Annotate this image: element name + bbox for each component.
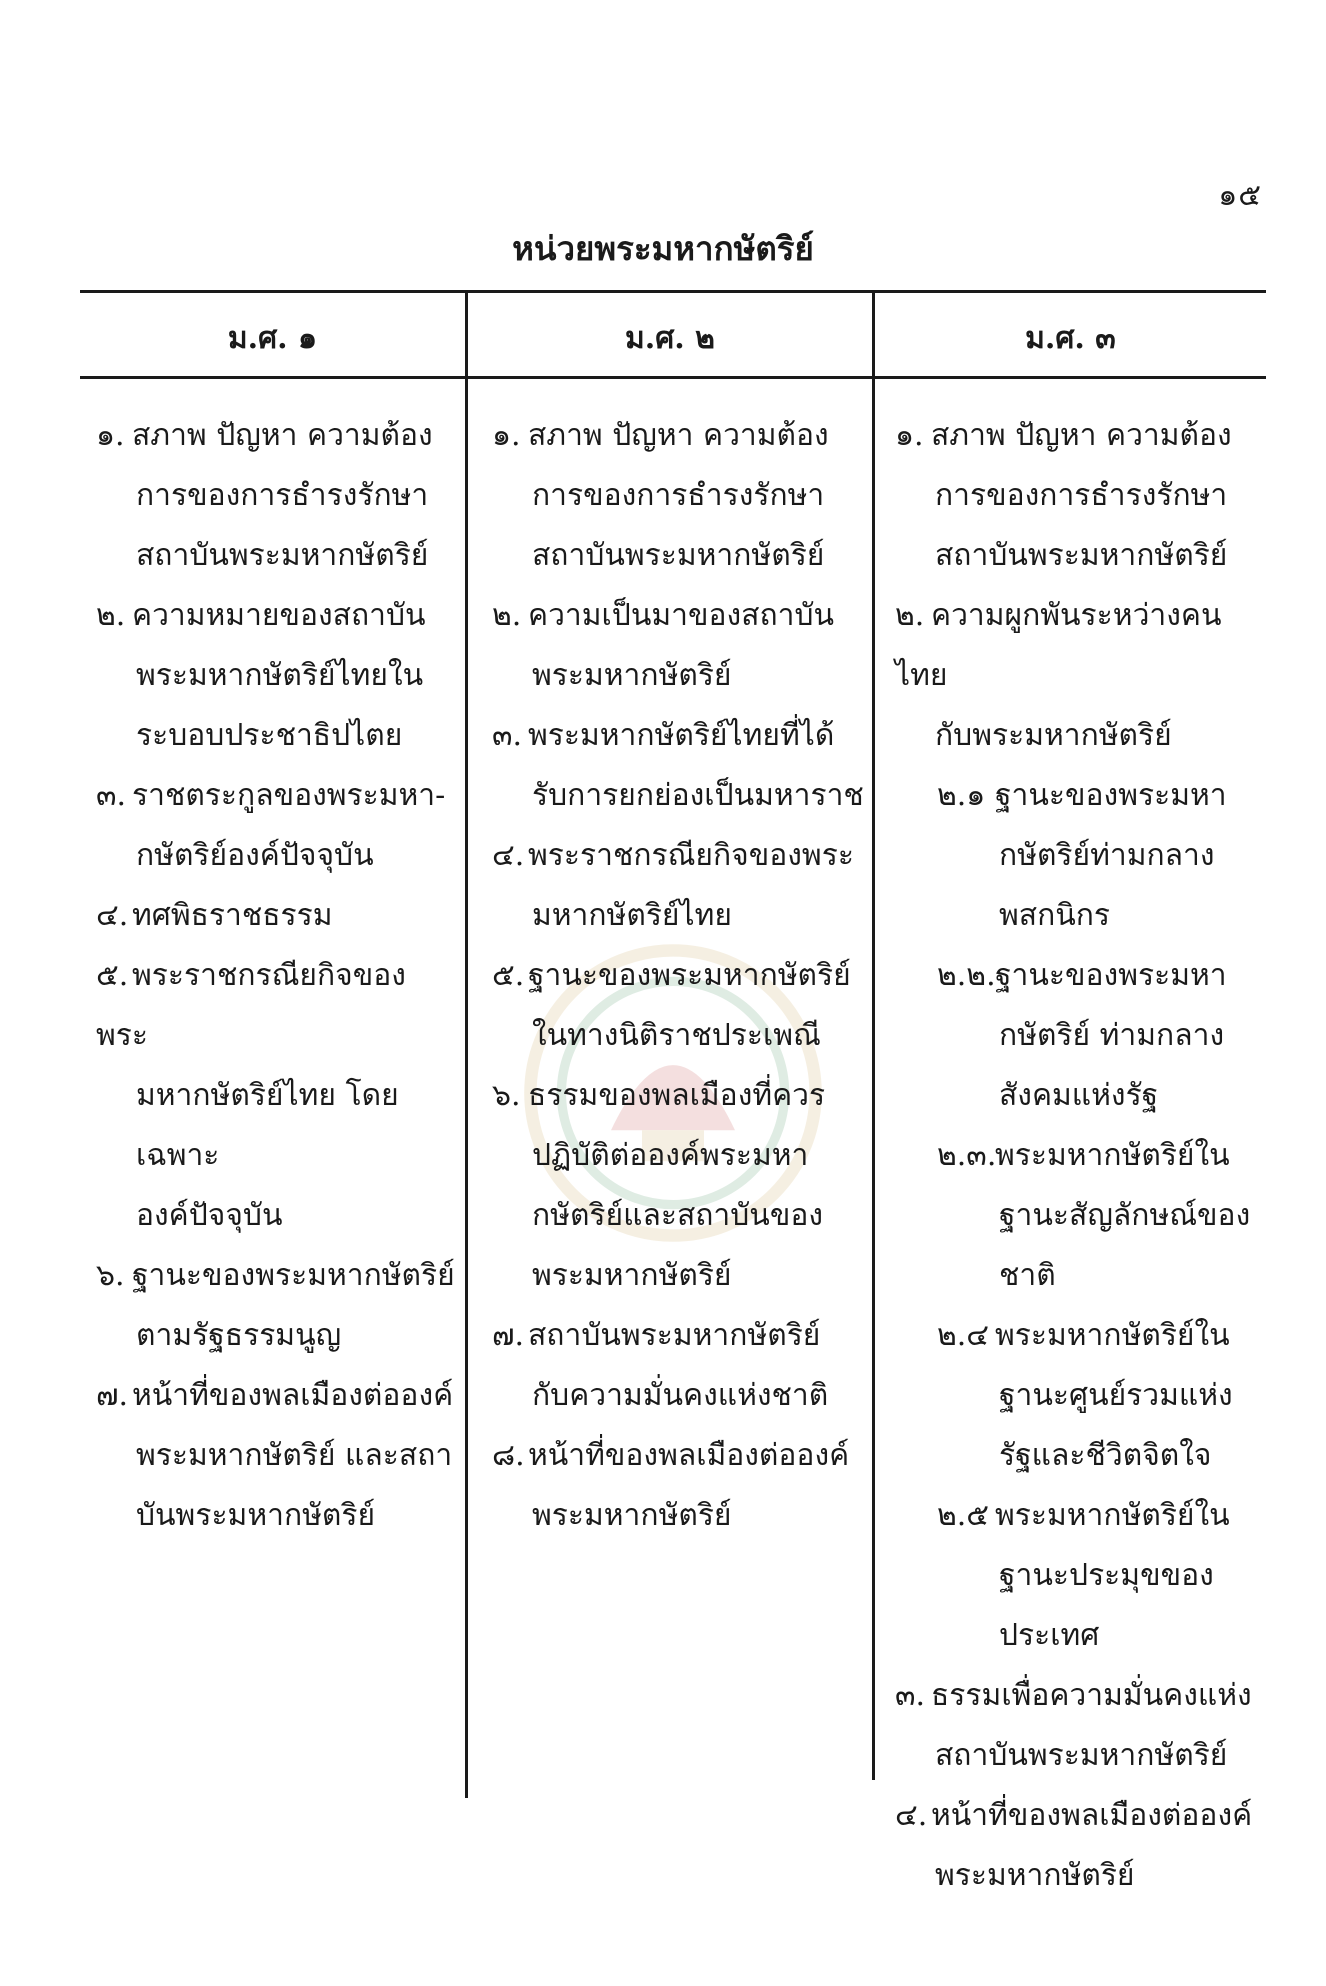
item-text: สถาบันพระมหากษัตริย์ [136,538,429,573]
item-line [492,1186,864,1246]
item-line [492,766,864,826]
item-text: กับพระมหากษัตริย์ [935,718,1172,753]
item-line [96,646,456,706]
item-text: ความผูกพันระหว่างคนไทย [895,598,1222,693]
item-text: ฐานะของพระมหากษัตริย์ [528,958,851,993]
item-line [492,706,864,766]
item-text: พระราชกรณียกิจของพระ [96,958,406,1053]
item-text: สถาบันพระมหากษัตริย์ [935,1738,1228,1773]
list-item [96,886,456,946]
item-text: ฐานะของพระมหากษัตริย์ [132,1258,455,1293]
item-text: สภาพ ปัญหา ความต้อง [931,418,1232,453]
item-number: ๗. [96,1378,129,1413]
item-text: ความหมายของสถาบัน [132,598,426,633]
item-line [937,1186,1263,1246]
item-line [96,946,456,1066]
item-line [937,1306,1263,1366]
list-item [895,1786,1263,1906]
item-line [96,526,456,586]
item-number: ๒. [96,598,126,633]
list-item [492,406,864,586]
list-item [96,766,456,886]
item-line [937,1066,1263,1126]
item-text: พระมหากษัตริย์ไทยที่ได้ [528,718,835,753]
item-text: สถาบันพระมหากษัตริย์ [528,1318,821,1353]
item-number: ๔. [96,898,129,933]
item-number: ๒.๔ [937,1318,990,1353]
item-number: ๔. [895,1798,928,1833]
item-line [492,1486,864,1546]
item-text: ทศพิธราชธรรม [132,898,333,933]
item-line [96,706,456,766]
item-text: มหากษัตริย์ไทย [532,898,732,933]
item-line [96,1186,456,1246]
sub-list-item [895,946,1263,1126]
item-text: ชาติ [999,1258,1056,1293]
item-text: กับความมั่นคงแห่งชาติ [532,1378,829,1413]
item-text: ประเทศ [999,1618,1100,1653]
item-line [96,766,456,826]
list-item [96,1246,456,1366]
item-line [96,1426,456,1486]
item-line [492,1366,864,1426]
item-text: ความเป็นมาของสถาบัน [528,598,835,633]
item-text: สภาพ ปัญหา ความต้อง [528,418,829,453]
item-text: พระมหากษัตริย์ใน [995,1498,1230,1533]
item-line [937,766,1263,826]
item-line [937,1546,1263,1606]
list-item [895,406,1263,586]
item-text: กษัตริย์ท่ามกลาง [999,838,1215,873]
item-line [492,886,864,946]
item-line [96,406,456,466]
item-text: การของการธำรงรักษา [532,478,825,513]
item-line [937,826,1263,886]
item-number: ๕. [96,958,129,993]
sub-list-item [895,1306,1263,1486]
item-line [492,946,864,1006]
item-text: องค์ปัจจุบัน [136,1198,283,1233]
item-number: ๒.๓. [937,1138,997,1173]
item-text: ธรรมเพื่อความมั่นคงแห่ง [931,1678,1252,1713]
item-text: ในทางนิติราชประเพณี [532,1018,821,1053]
item-line [96,1246,456,1306]
item-line [937,1246,1263,1306]
item-text: การของการธำรงรักษา [136,478,429,513]
table-top-rule [80,290,1266,293]
list-item [492,586,864,706]
item-line [937,1006,1263,1066]
item-line [96,886,456,946]
list-item [492,1066,864,1306]
sub-list-item [895,1126,1263,1306]
list-item [895,586,1263,766]
page-number: ๑๕ [1218,178,1262,213]
item-line [96,466,456,526]
item-line [492,586,864,646]
item-text: หน้าที่ของพลเมืองต่อองค์ [132,1378,454,1413]
item-line [492,1066,864,1126]
item-number: ๒.๒. [937,958,996,993]
item-text: พระมหากษัตริย์ [532,1498,732,1533]
column-divider [872,290,875,1780]
item-text: พระมหากษัตริย์ไทยใน [136,658,424,693]
item-text: กษัตริย์ ท่ามกลาง [999,1018,1225,1053]
item-text: บันพระมหากษัตริย์ [136,1498,376,1533]
item-text: ราชตระกูลของพระมหา- [132,778,446,813]
item-line [895,466,1263,526]
item-text: พระมหากษัตริย์ [532,658,732,693]
item-number: ๒.๑ [937,778,986,813]
list-item [96,1366,456,1546]
item-line [895,706,1263,766]
column-ms2 [492,406,864,1546]
item-text: ฐานะประมุขของ [999,1558,1214,1593]
sub-list-item [895,1486,1263,1666]
item-line [895,1786,1263,1846]
list-item [492,826,864,946]
item-text: ฐานะสัญลักษณ์ของ [999,1198,1251,1233]
item-number: ๒. [895,598,925,633]
item-line [937,1366,1263,1426]
item-number: ๑. [492,418,521,453]
column-ms3 [895,406,1263,1906]
item-line [895,1846,1263,1906]
item-number: ๗. [492,1318,525,1353]
item-line [937,1486,1263,1546]
item-number: ๓. [492,718,523,753]
list-item [492,1306,864,1426]
item-text: พสกนิกร [999,898,1111,933]
item-text: สภาพ ปัญหา ความต้อง [132,418,433,453]
item-line [937,1126,1263,1186]
table-header-rule [80,376,1266,379]
column-divider [465,290,468,1798]
item-number: ๓. [96,778,127,813]
item-number: ๔. [492,838,525,873]
item-text: รับการยกย่องเป็นมหาราช [532,778,864,813]
list-item [895,1666,1263,1786]
item-line [96,1366,456,1426]
item-line [895,586,1263,706]
item-text: หน้าที่ของพลเมืองต่อองค์ [931,1798,1253,1833]
item-line [492,826,864,886]
item-text: พระมหากษัตริย์ [532,1258,732,1293]
list-item [96,586,456,766]
item-text: การของการธำรงรักษา [935,478,1228,513]
list-item [492,706,864,826]
item-text: พระมหากษัตริย์ใน [995,1318,1230,1353]
item-text: ตามรัฐธรรมนูญ [136,1318,342,1353]
item-line [96,826,456,886]
item-line [492,1246,864,1306]
item-number: ๒.๕ [937,1498,990,1533]
list-item [96,946,456,1246]
column-ms1 [96,406,456,1546]
sub-list-item [895,766,1263,946]
item-line [492,526,864,586]
item-line [492,466,864,526]
item-line [895,406,1263,466]
item-line [895,526,1263,586]
item-number: ๘. [492,1438,525,1473]
item-number: ๕. [492,958,525,993]
item-line [96,1066,456,1186]
list-item [96,406,456,586]
item-line [937,1606,1263,1666]
item-number: ๖. [96,1258,125,1293]
list-item [492,946,864,1066]
item-text: พระราชกรณียกิจของพระ [528,838,854,873]
item-number: ๑. [895,418,924,453]
item-text: ระบอบประชาธิปไตย [136,718,403,753]
item-text: มหากษัตริย์ไทย โดยเฉพาะ [136,1078,399,1173]
item-text: ฐานะของพระมหา [995,778,1227,813]
item-line [895,1726,1263,1786]
item-line [895,1666,1263,1726]
item-text: กษัตริย์และสถาบันของ [532,1198,823,1233]
item-text: หน้าที่ของพลเมืองต่อองค์ [528,1438,850,1473]
item-line [96,1306,456,1366]
item-number: ๑. [96,418,125,453]
item-line [492,1006,864,1066]
item-text: กษัตริย์องค์ปัจจุบัน [136,838,374,873]
item-text: ปฏิบัติต่อองค์พระมหา [532,1138,809,1173]
list-item [492,1426,864,1546]
page-title: หน่วยพระมหากษัตริย์ [512,229,814,268]
item-number: ๓. [895,1678,926,1713]
item-text: สังคมแห่งรัฐ [999,1078,1159,1113]
item-number: ๒. [492,598,522,633]
item-line [492,1426,864,1486]
column-header-ms3: ม.ศ. ๓ [1025,321,1116,356]
item-line [96,1486,456,1546]
column-header-ms2: ม.ศ. ๒ [625,321,715,356]
item-text: พระมหากษัตริย์ [935,1858,1135,1893]
item-line [937,886,1263,946]
item-text: สถาบันพระมหากษัตริย์ [935,538,1228,573]
item-line [937,1426,1263,1486]
item-text: ธรรมของพลเมืองที่ควร [528,1078,826,1113]
item-text: รัฐและชีวิตจิตใจ [999,1438,1212,1473]
item-text: ฐานะศูนย์รวมแห่ง [999,1378,1233,1413]
item-line [492,1306,864,1366]
column-header-ms1: ม.ศ. ๑ [227,321,318,356]
item-line [492,406,864,466]
item-text: พระมหากษัตริย์ใน [995,1138,1230,1173]
item-text: พระมหากษัตริย์ และสถา [136,1438,453,1473]
item-text: สถาบันพระมหากษัตริย์ [532,538,825,573]
item-number: ๖. [492,1078,521,1113]
item-text: ฐานะของพระมหา [995,958,1227,993]
item-line [492,646,864,706]
item-line [492,1126,864,1186]
item-line [96,586,456,646]
item-line [937,946,1263,1006]
